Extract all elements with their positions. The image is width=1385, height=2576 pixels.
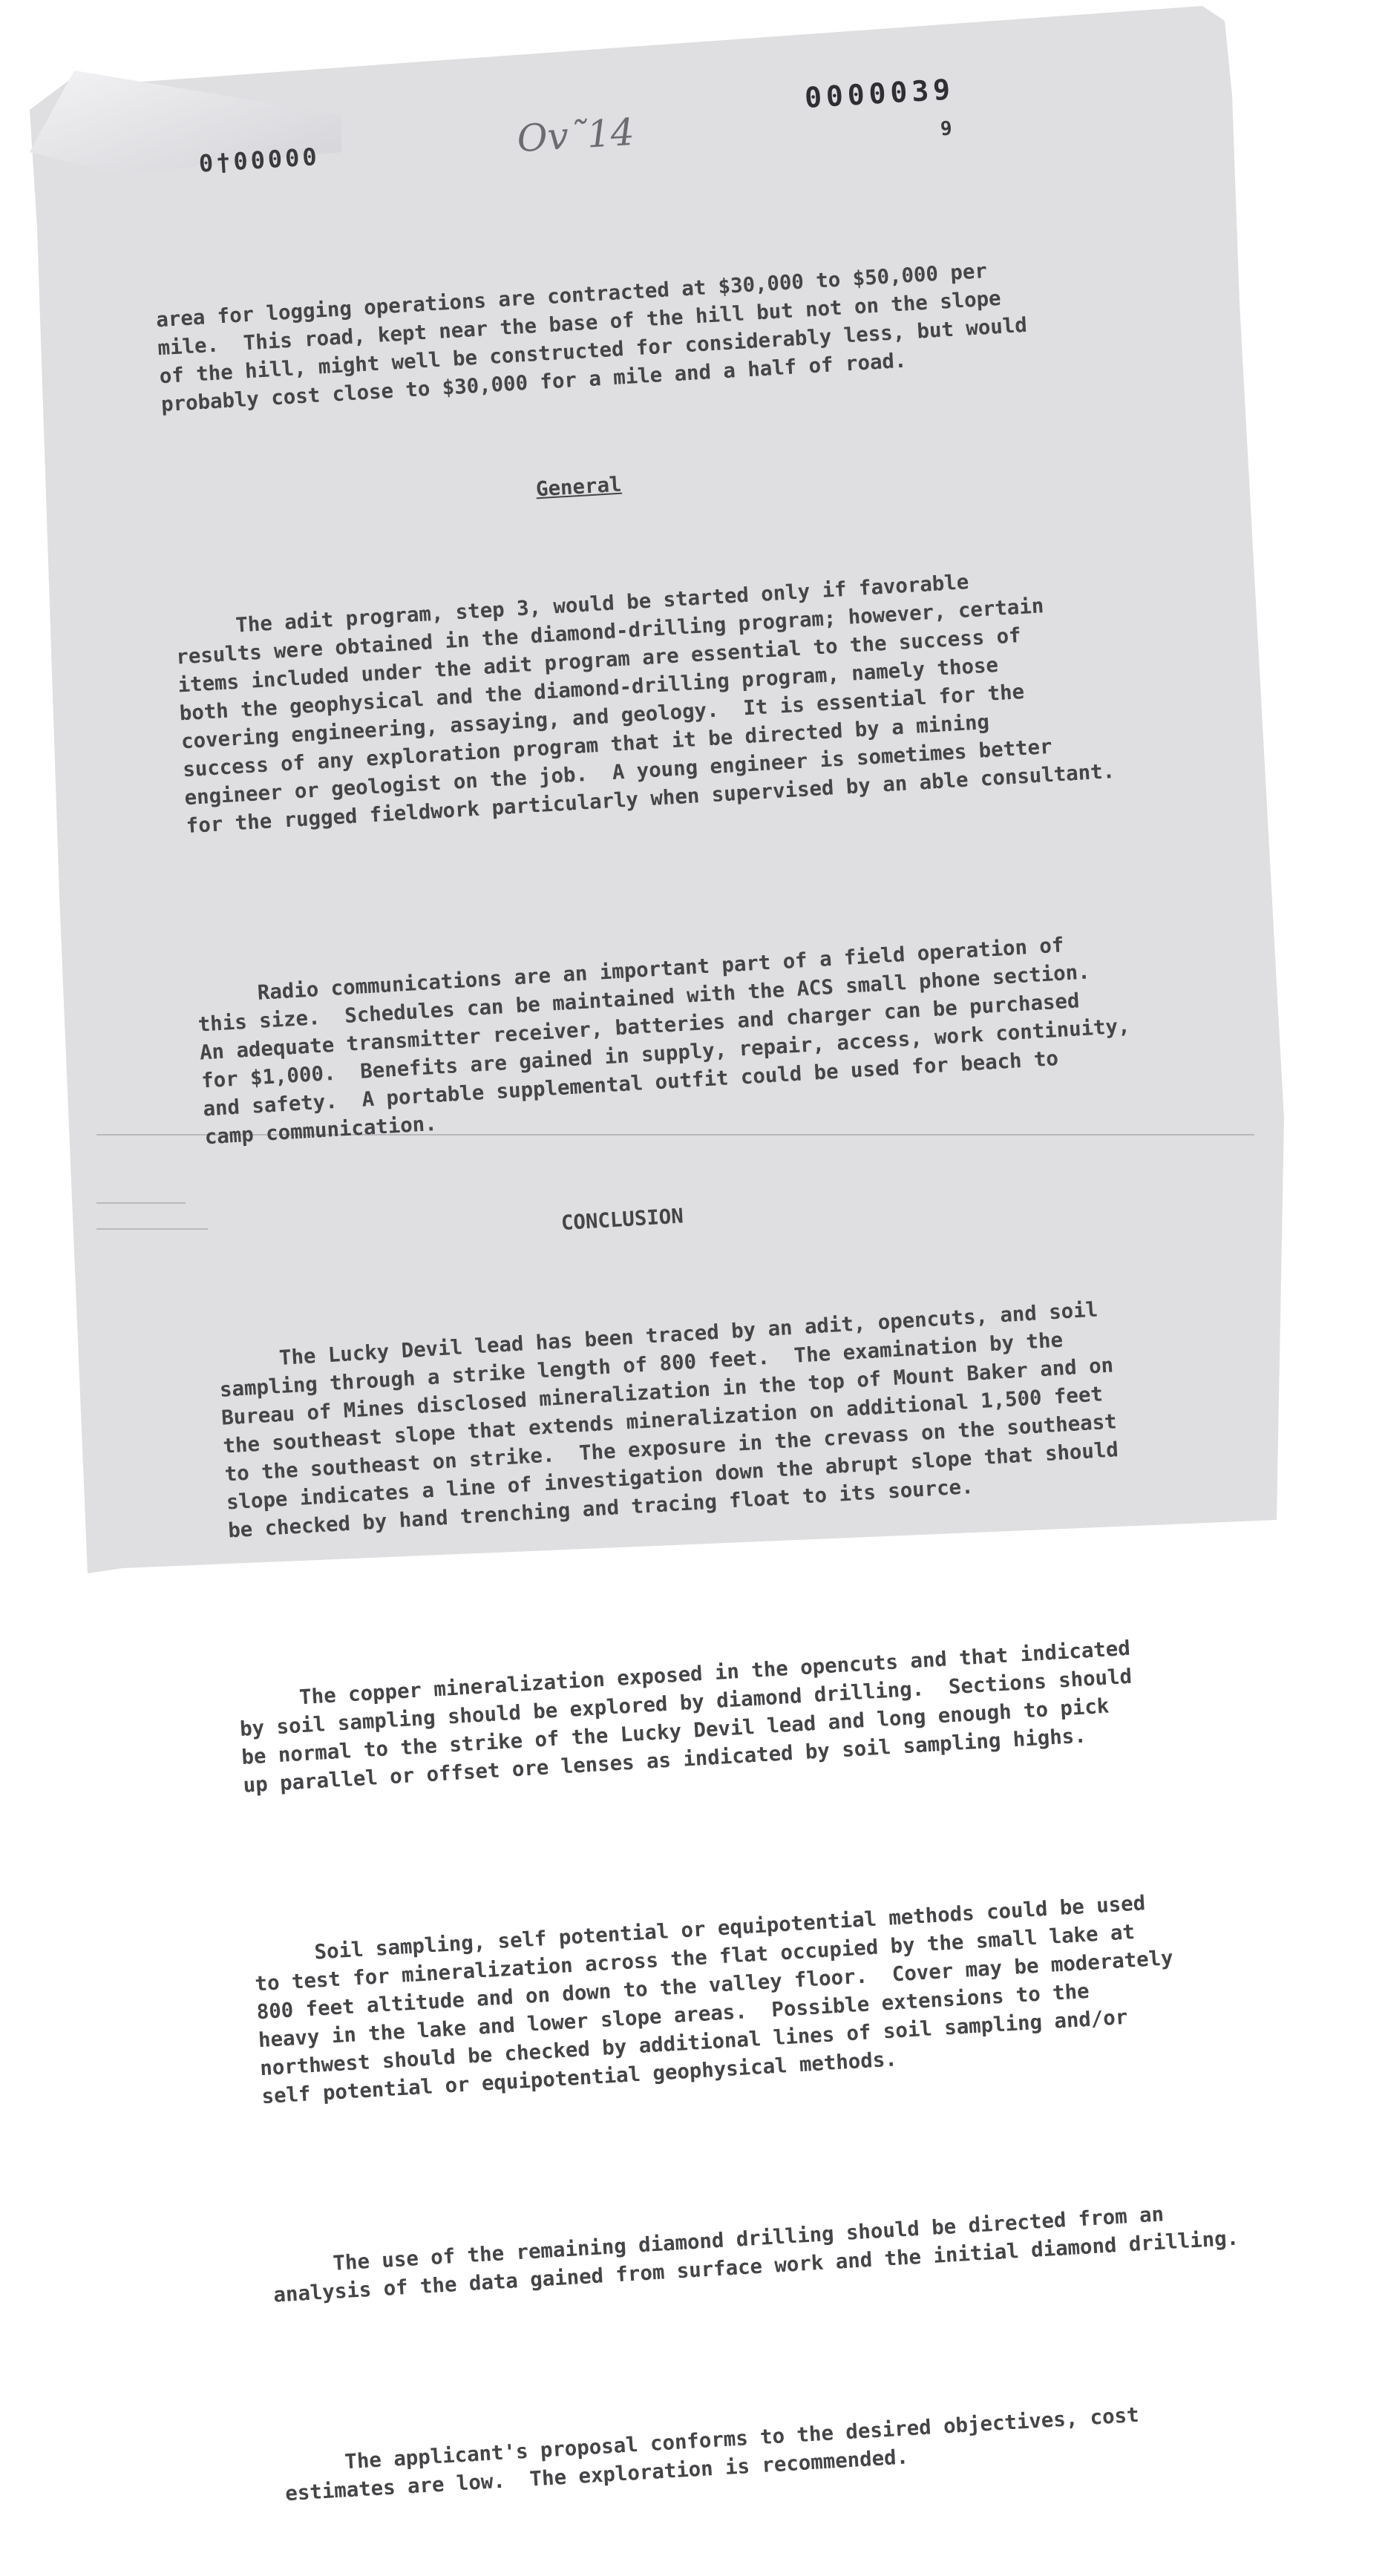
document-body	[152, 195, 1240, 2565]
paragraph-soil-sampling: Soil sampling, self potential or equipotential methods could be used to test for mineralization across the flat occupied by the small lake at 800 feet altitude and on down to the valley floor. Cover may be moderately heavy in the lake and lower slope areas. Possible extensions to the northwest should be checked by additional lines of soil sampling and/or self potential or equipotential geophysical methods.	[252, 1892, 1174, 2109]
heading-conclusion: CONCLUSION	[560, 1205, 684, 1236]
paragraph-lucky-devil-lead: The Lucky Devil lead has been traced by an adit, opencuts, and soil sampling through a strike length of 800 feet. The examination by the Bureau of Mines disclosed mineralization in the top of Mount Baker and on the southeast slope that extends mineralization on additional 1,500 feet to the southeast on strike. The exposure in the crevass on the southeast slope indicates a line of investigation down the abrupt slope that should be checked by hand trenching and tracing float to its source.	[217, 1298, 1119, 1543]
paragraph-copper-mineralization: The copper mineralization exposed in the opencuts and that indicated by soil sampling should be explored by diamond drilling. Sections should be normal to the strike of the Lucky Devil lead and long enough to pick up parallel or offset ore lenses as indicated by soil sampling highs.	[238, 1636, 1133, 1797]
paragraph-recommendation: The applicant's proposal conforms to the desired objectives, cost estimates are low. The exploration is recommended.	[283, 2403, 1140, 2506]
paragraph-radio-communications: Radio communications are an important part of a field operation of this size. Schedules can be maintained with the ACS small phone section. An adequate transmitter receiver, batteries and charger can be purchased for $1,000. Benefits are gained in supply, repair, access, work continuity, and safety. A portable supplemental outfit could be used for beach to camp communication.	[195, 934, 1131, 1150]
paragraph-adit-program: The adit program, step 3, would be started only if favorable results were obtained in the diamond-drilling program; however, certain items included under the adit program are essential to the success of both the geophysical and the diamond-drilling program, namely those covering engineering, assaying, and geology. It is essential for the success of any exploration program that it be directed by a mining engineer or geologist on the job. A young engineer is sometimes better for the rugged fieldwork particularly when supervised by an able consultant.	[174, 571, 1116, 839]
heading-general	[167, 449, 991, 526]
paragraph-diamond-drilling: The use of the remaining diamond drilling should be directed from an analysis of the data gained from surface work and the initial diamond drilling.	[271, 2203, 1240, 2307]
handwritten-note: Ov˜14	[516, 110, 636, 161]
document-stamp-left: 0†00000	[197, 142, 321, 178]
heading-general-text: General	[535, 473, 623, 502]
paragraph-road-cost: area for logging operations are contracted at $30,000 to $50,000 per mile. This road, kept near the base of the hill but not on the slope of the hill, might well be constructed for considerably less, but would probably cost close to $30,000 for a mile and a half of road.	[155, 259, 1028, 417]
document-stamp-right: 0000039	[803, 73, 956, 114]
page-number: 9	[940, 117, 953, 141]
